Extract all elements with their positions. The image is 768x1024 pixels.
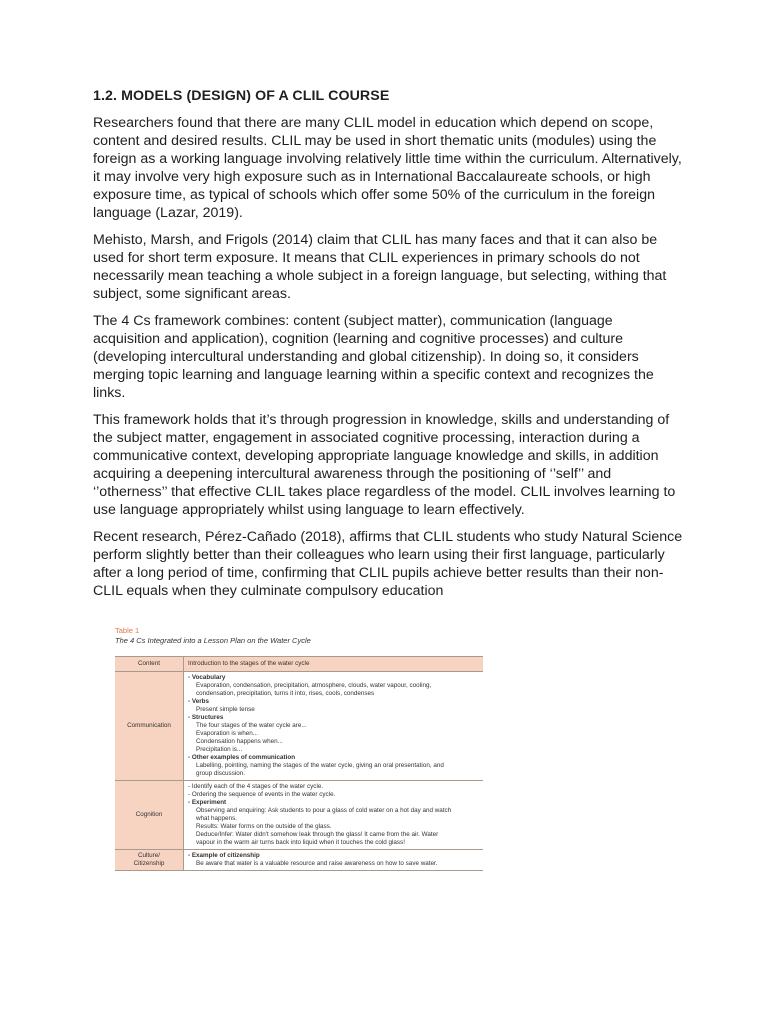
section-heading: 1.2. MODELS (DESIGN) OF A CLIL COURSE [93,88,390,104]
paragraph-1: Researchers found that there are many CLIL model in education which depend on scope, content and desired results. CLIL may be used in short thematic units (modules) using the foreign as a working language involving relatively little time within the curriculum. Alternatively, it may involve very high exposure such as in International Baccalaureate schools, or high exposure time, as typical of schools which offer some 50% of the curriculum in the foreign language (Lazar, 2019). [93,115,682,222]
cognition-line-6: Results: Water forms on the outside of the glass. [196,823,332,830]
structures-line-3: Condensation happens when... [196,738,283,745]
row-value-culture [184,850,484,871]
cognition-line-3: - Experiment [188,799,227,806]
other-heading: - Other examples of communication [188,754,296,761]
row-key-communication: Communication [115,672,184,781]
cognition-line-1: - Identify each of the 4 stages of the water cycle. [188,783,324,790]
cognition-line-5: what happens. [196,815,237,822]
table-label: Table 1 [115,626,140,635]
culture-line-1: - Example of citizenship [188,852,260,859]
verbs-line-1: Present simple tense [196,706,255,713]
cognition-line-8: vapour in the warm air turns back into liquid when it touches the cold glass! [196,839,405,846]
paragraph-4: This framework holds that it’s through progression in knowledge, skills and understanding of the subject matter, engagement in associated cognitive processing, interaction during a communicative context, developing appropriate language knowledge and skills, in addition acquiring a deepening intercultural awareness through the positioning of ‘’self’’ and ‘’otherness’’ that effective CLIL takes place regardless of the model. CLIL involves learning to use language appropriately whilst using language to learn effectively. [93,412,676,519]
table-row-content [115,657,483,672]
culture-key-line-2: Citizenship [133,860,165,867]
row-key-cognition: Cognition [115,781,184,850]
structures-line-4: Precipitation is... [196,746,243,753]
vocab-line-1: Evaporation, condensation, precipitation, atmosphere, clouds, water vapour, cooling, [196,682,432,689]
structures-line-1: The four stages of the water cycle are... [196,722,307,729]
vocab-heading: - Vocabulary [188,674,226,681]
paragraph-2: Mehisto, Marsh, and Frigols (2014) claim that CLIL has many faces and that it can also be used for short term exposure. It means that CLIL experiences in primary schools do not necessarily mean teaching a whole subject in a foreign language, but selecting, withing that subject, some significant areas. [93,232,667,303]
row-key-content: Content [115,657,184,672]
table-figure [113,620,485,906]
culture-line-2: Be aware that water is a valuable resource and raise awareness on how to save water. [196,860,438,867]
structures-heading: - Structures [188,714,224,721]
other-line-1: Labelling, pointing, naming the stages of the water cycle, giving an oral presentation, and [196,762,444,769]
cognition-line-4: Observing and enquiring: Ask students to pour a glass of cold water on a hot day and watch [196,807,452,814]
four-cs-table [115,656,483,871]
verbs-heading: - Verbs [188,698,209,705]
row-value-cognition [184,781,484,850]
table-row-culture [115,850,483,871]
cognition-line-2: - Ordering the sequence of events in the water cycle. [188,791,336,798]
other-line-2: group discussion. [196,770,246,777]
vocab-line-2: condensation, precipitation, turns it into, rises, cools, condenses [196,690,375,697]
row-key-culture [115,850,184,871]
table-title: The 4 Cs Integrated into a Lesson Plan on the Water Cycle [115,636,311,645]
table-row-cognition [115,781,483,850]
row-value-content: Introduction to the stages of the water cycle [184,657,484,672]
table-row-communication [115,672,483,781]
cognition-line-7: Deduce/Infer: Water didn't somehow leak through the glass! It came from the air. Water [196,831,439,838]
structures-line-2: Evaporation is when... [196,730,258,737]
culture-key-line-1: Culture/ [137,852,161,859]
row-value-communication [184,672,484,781]
paragraph-5: Recent research, Pérez-Cañado (2018), affirms that CLIL students who study Natural Science perform slightly better than their colleagues who learn using their first language, particularly after a long period of time, confirming that CLIL pupils achieve better results than their non-CLIL equals when they culminate compulsory education [93,529,683,600]
paragraph-3: The 4 Cs framework combines: content (subject matter), communication (language acquisition and application), cognition (learning and cognitive processes) and culture (developing intercultural understanding and global citizenship). In doing so, it considers merging topic learning and language learning within a specific context and recognizes the links. [93,313,654,402]
